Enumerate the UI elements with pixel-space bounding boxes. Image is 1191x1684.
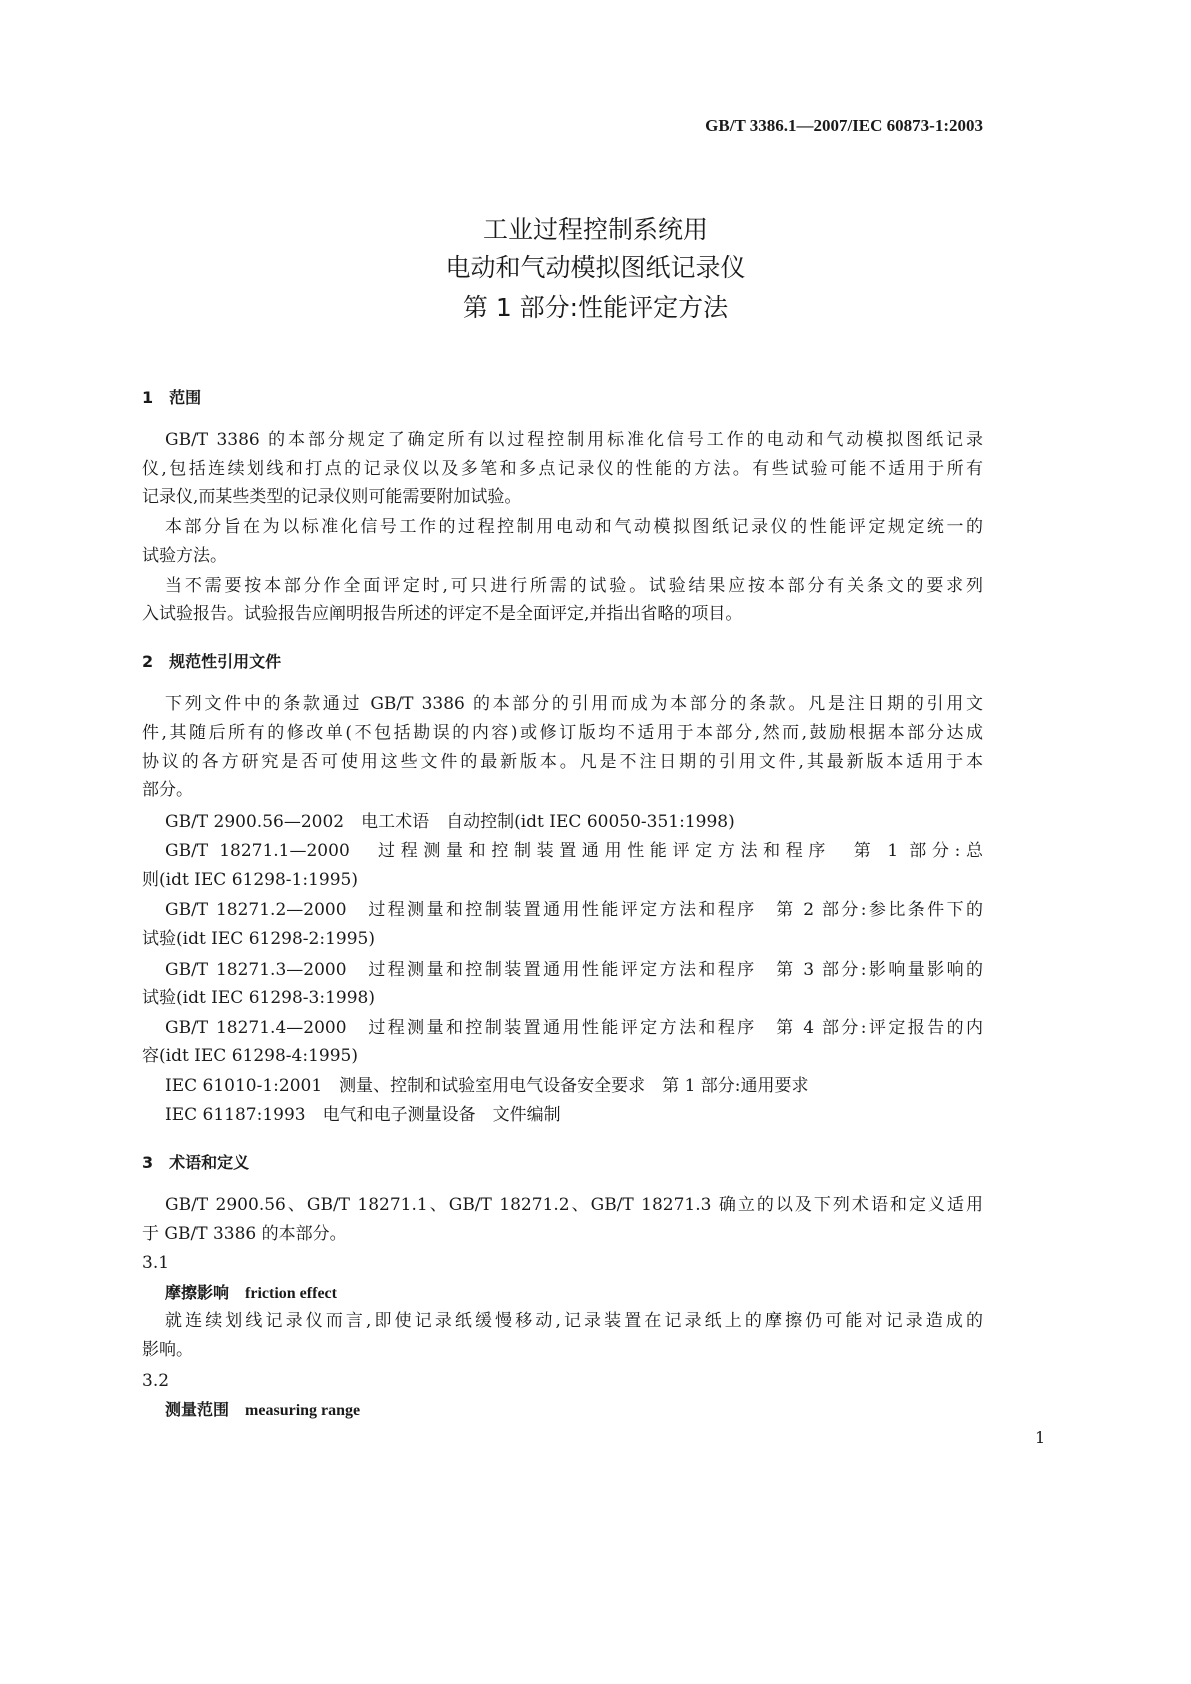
section-3-heading: 3 术语和定义 [142, 1153, 250, 1172]
reference-item: GB/T 18271.2—2000 过程测量和控制装置通用性能评定方法和程序 第 2 部分:参比条件下的 [165, 900, 983, 920]
reference-item: IEC 61187:1993 电气和电子测量设备 文件编制 [165, 1105, 561, 1125]
section-1-heading: 1 范围 [142, 388, 202, 407]
paragraph-line: 仪,包括连续划线和打点的记录仪以及多笔和多点记录仪的性能的方法。有些试验可能不适用于所有 [142, 459, 983, 479]
paragraph-line: 协议的各方研究是否可使用这些文件的最新版本。凡是不注日期的引用文件,其最新版本适用于本 [142, 752, 983, 772]
title-line-1: 工业过程控制系统用 [482, 215, 708, 244]
paragraph-line: 试验方法。 [142, 546, 227, 566]
reference-item: GB/T 18271.1—2000 过程测量和控制装置通用性能评定方法和程序 第 1 部分:总 [165, 841, 983, 861]
page-number: 1 [1035, 1428, 1046, 1447]
section-2-heading: 2 规范性引用文件 [142, 652, 282, 671]
paragraph-line: 下列文件中的条款通过 GB/T 3386 的本部分的引用而成为本部分的条款。凡是注日期的引用文 [165, 694, 983, 714]
reference-item: GB/T 18271.4—2000 过程测量和控制装置通用性能评定方法和程序 第 4 部分:评定报告的内 [165, 1018, 983, 1038]
paragraph-line: 记录仪,而某些类型的记录仪则可能需要附加试验。 [142, 487, 522, 507]
reference-item-cont: 则(idt IEC 61298-1:1995) [142, 870, 358, 890]
paragraph-line: 本部分旨在为以标准化信号工作的过程控制用电动和气动模拟图纸记录仪的性能评定规定统一的 [165, 517, 983, 537]
paragraph-line: 入试验报告。试验报告应阐明报告所述的评定不是全面评定,并指出省略的项目。 [142, 604, 743, 624]
reference-item-cont: 试验(idt IEC 61298-3:1998) [142, 988, 375, 1008]
term-number: 3.2 [142, 1371, 170, 1391]
reference-item: GB/T 18271.3—2000 过程测量和控制装置通用性能评定方法和程序 第 3 部分:影响量影响的 [165, 960, 983, 980]
term-definition: 影响。 [142, 1340, 193, 1360]
term-heading [165, 1395, 983, 1424]
term-heading [165, 1278, 983, 1307]
paragraph-line: 于 GB/T 3386 的本部分。 [142, 1224, 347, 1244]
term-zh: 测量范围 [165, 1400, 230, 1419]
reference-item-cont: 容(idt IEC 61298-4:1995) [142, 1046, 358, 1066]
paragraph-line: 件,其随后所有的修改单(不包括勘误的内容)或修订版均不适用于本部分,然而,鼓励根据本部分达成 [142, 723, 983, 743]
title-line-3: 第 1 部分:性能评定方法 [462, 293, 729, 322]
term-en: friction effect [245, 1285, 337, 1302]
reference-item: IEC 61010-1:2001 测量、控制和试验室用电气设备安全要求 第 1 部分:通用要求 [165, 1076, 809, 1096]
reference-item: GB/T 2900.56—2002 电工术语 自动控制(idt IEC 60050-351:1998) [165, 812, 735, 832]
document-header: GB/T 3386.1—2007/IEC 60873-1:2003 [705, 116, 983, 135]
reference-item-cont: 试验(idt IEC 61298-2:1995) [142, 929, 375, 949]
paragraph-line: GB/T 3386 的本部分规定了确定所有以过程控制用标准化信号工作的电动和气动模拟图纸记录 [165, 430, 983, 450]
paragraph-line: GB/T 2900.56、GB/T 18271.1、GB/T 18271.2、GB/T 18271.3 确立的以及下列术语和定义适用 [165, 1195, 983, 1215]
title-line-2: 电动和气动模拟图纸记录仪 [445, 253, 746, 282]
term-en: measuring range [245, 1402, 361, 1419]
paragraph-line: 当不需要按本部分作全面评定时,可只进行所需的试验。试验结果应按本部分有关条文的要求列 [165, 576, 983, 596]
term-definition: 就连续划线记录仪而言,即使记录纸缓慢移动,记录装置在记录纸上的摩擦仍可能对记录造成的 [165, 1311, 983, 1331]
term-zh: 摩擦影响 [165, 1283, 230, 1302]
paragraph-line: 部分。 [142, 780, 193, 800]
term-number: 3.1 [142, 1253, 170, 1273]
